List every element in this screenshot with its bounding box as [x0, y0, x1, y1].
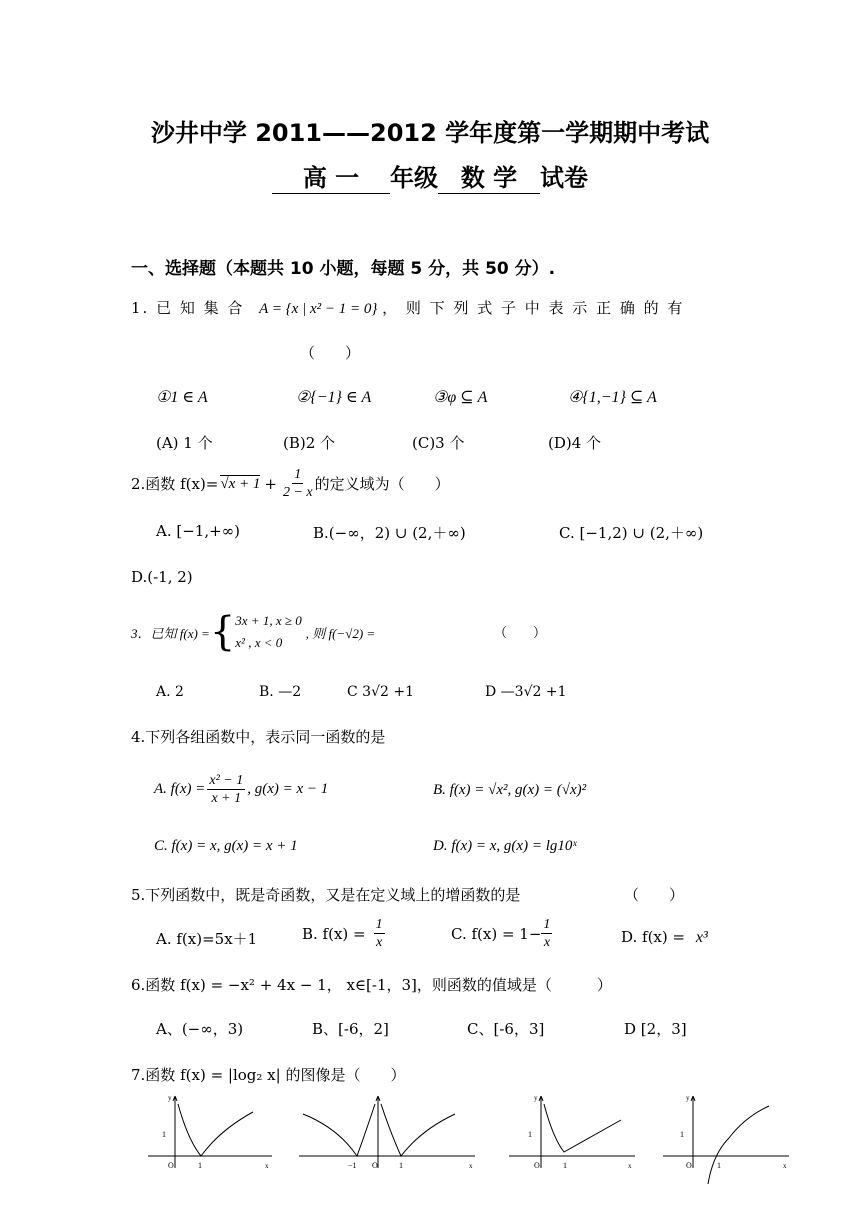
q5-optB-pre: B. f(x) =: [302, 924, 366, 943]
q2-suffix: 的定义域为（ ）: [314, 475, 450, 493]
q5-optD-pre: D. f(x) =: [621, 928, 686, 946]
q3-option-c: C 3√2 +1: [347, 684, 414, 700]
subject-field: 数 学: [438, 158, 540, 194]
origin-label: O: [372, 1161, 378, 1170]
q2-plus: +: [264, 474, 277, 493]
q1-stem-b: ， 则 下 列 式 子 中 表 示 正 确 的 有: [382, 299, 685, 317]
q5-option-c: [451, 916, 552, 951]
q4-option-a: [154, 772, 328, 807]
q5-optC-pre: C. f(x) = 1−: [451, 924, 542, 943]
q4-stem: 4.下列各组函数中，表示同一函数的是: [131, 728, 386, 746]
q6-stem: 6.函数 f(x) = −x² + 4x − 1， x∈[-1，3]，则函数的值域是（ ）: [131, 976, 612, 994]
x-label: x: [628, 1162, 632, 1170]
q3-paren: （ ）: [494, 626, 547, 641]
q3-prefix: 3．已知 f(x) =: [131, 625, 210, 641]
q6-option-b: B、[-6，2]: [312, 1020, 389, 1038]
tick-one-y: 1: [528, 1130, 532, 1139]
origin-label: O: [686, 1161, 692, 1170]
q1-paren: （ ）: [300, 344, 361, 362]
q4-optA-post: , g(x) = x − 1: [247, 781, 329, 797]
q3-case-1: 3x + 1, x ≥ 0: [235, 613, 302, 628]
q3-case-2: x² , x < 0: [235, 635, 283, 650]
q6-option-a: A、(−∞，3): [156, 1020, 244, 1038]
exam-title: 沙井中学 2011——2012 学年度第一学期期中考试: [150, 119, 710, 147]
curve-left: [303, 1104, 375, 1156]
q7-graph-b: [293, 1092, 483, 1172]
q1-option-c: (C)3 个: [412, 434, 465, 452]
tick-one-x: 1: [399, 1161, 403, 1170]
q1-stmt-2: ②{−1} ∈ A: [296, 389, 372, 406]
question-1: [131, 297, 731, 318]
q1-set: A = {x | x² − 1 = 0}: [259, 301, 378, 317]
q4-option-c: C. f(x) = x, g(x) = x + 1: [154, 838, 298, 854]
exam-subtitle: [0, 158, 860, 194]
subject-suffix: 试卷: [540, 164, 588, 192]
q4-optA-den: x + 1: [211, 791, 242, 806]
q4-option-b: B. f(x) = √x², g(x) = (√x)²: [433, 782, 587, 798]
tick-one-x: 1: [198, 1161, 202, 1170]
curve: [544, 1104, 621, 1152]
origin-label: O: [168, 1161, 174, 1170]
grade-suffix: 年级: [390, 164, 438, 192]
q1-stmt-1: ①1 ∈ A: [156, 389, 208, 406]
q5-optC-num: 1: [543, 917, 551, 932]
tick-one-x: 1: [563, 1161, 567, 1170]
q4-option-d: D. f(x) = x, g(x) = lg10ˣ: [433, 838, 577, 854]
q7-stem: 7.函数 f(x) = |log₂ x| 的图像是（ ）: [131, 1066, 406, 1084]
grade-field: 高 一: [272, 158, 390, 194]
q4-optA-pre: A. f(x) =: [154, 781, 206, 797]
q4-optA-num: x² − 1: [209, 773, 244, 788]
q2-frac-den: 2 − x: [282, 485, 313, 500]
q7-graph-c: [503, 1092, 643, 1172]
q7-graph-a: [140, 1092, 280, 1172]
q3-option-b: B. —2: [259, 684, 302, 700]
q1-option-d: (D)4 个: [548, 434, 602, 452]
q1-option-b: (B)2 个: [283, 434, 336, 452]
q2-frac-num: 1: [294, 467, 302, 482]
q3-brace-icon: {: [209, 609, 236, 655]
q2-fraction: [281, 466, 315, 501]
q5-optB-den: x: [376, 935, 383, 950]
q6-option-d: D [2，3]: [624, 1020, 687, 1038]
q2-sqrt: √x + 1: [220, 475, 261, 492]
q2-prefix: 2.函数 f(x)=: [131, 475, 219, 493]
curve: [708, 1106, 769, 1184]
q5-optD-expr: x³: [695, 929, 708, 946]
q3-suffix: , 则 f(−√2) =: [305, 625, 376, 641]
tick-one-y: 1: [680, 1130, 684, 1139]
question-3: [131, 610, 375, 654]
curve-right: [381, 1104, 455, 1156]
q6-option-c: C、[-6，3]: [467, 1020, 545, 1038]
origin-label: O: [534, 1161, 540, 1170]
q5-stem: 5.下列函数中，既是奇函数，又是在定义域上的增函数的是: [131, 886, 521, 904]
q5-option-b: [302, 916, 385, 951]
q4-optA-fraction: [207, 772, 245, 807]
q3-cases: [235, 610, 301, 654]
section-heading: 一、选择题（本题共 10 小题，每题 5 分，共 50 分）.: [131, 259, 556, 279]
tick-neg-one: −1: [348, 1161, 357, 1170]
q2-option-d: D.(-1, 2): [131, 568, 193, 586]
q5-optB-fraction: [374, 916, 385, 951]
q2-option-c: C. [−1,2) ∪ (2,＋∞): [559, 524, 704, 542]
q2-option-a: A. [−1,+∞): [156, 522, 241, 540]
q1-stmt-4: ④{1,−1} ⊆ A: [568, 389, 657, 406]
curve: [178, 1104, 253, 1156]
q1-stmt-3: ③φ ⊆ A: [433, 389, 488, 406]
q3-option-d: D —3√2 +1: [485, 684, 567, 700]
x-label: x: [783, 1162, 787, 1170]
q3-option-a: A. 2: [156, 684, 184, 700]
q2-option-b: B.(−∞，2) ∪ (2,＋∞): [313, 524, 466, 542]
tick-one-y: 1: [162, 1130, 166, 1139]
q5-optB-num: 1: [375, 917, 383, 932]
q5-optC-fraction: [541, 916, 552, 951]
question-2: [131, 466, 450, 501]
tick-one-x: 1: [717, 1161, 721, 1170]
q5-paren: （ ）: [624, 886, 685, 904]
x-label: x: [469, 1162, 473, 1170]
y-label: y: [168, 1094, 172, 1102]
q7-graph-d: [657, 1092, 797, 1188]
q1-stem-a: 1. 已 知 集 合: [131, 299, 245, 317]
q5-optC-den: x: [543, 935, 551, 950]
x-label: x: [265, 1162, 269, 1170]
q5-option-a: A. f(x)=5x＋1: [156, 930, 258, 948]
q1-option-a: (A) 1 个: [156, 434, 213, 452]
q5-option-d: [621, 928, 708, 947]
y-label: y: [534, 1094, 538, 1102]
y-label: y: [686, 1094, 690, 1102]
